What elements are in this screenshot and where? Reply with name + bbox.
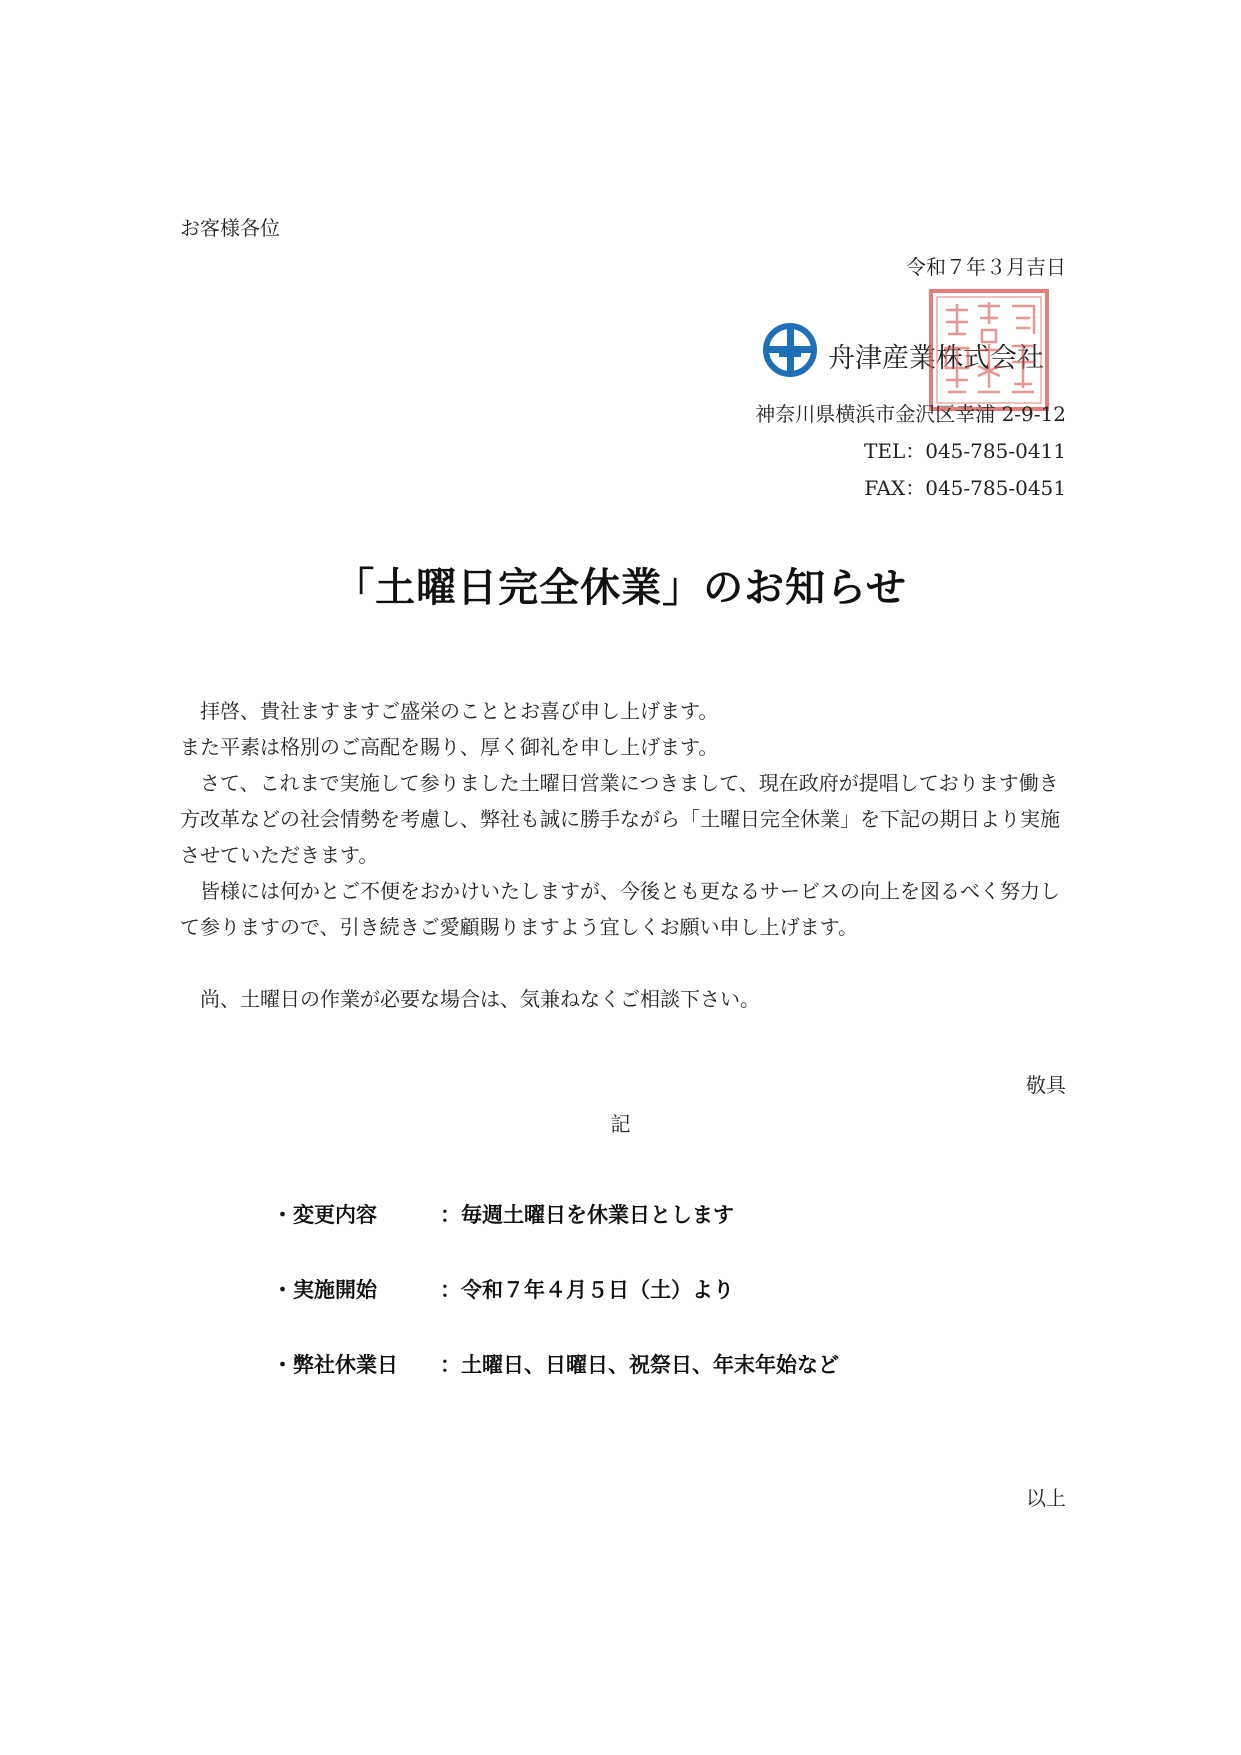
body-greeting-line: 拝啓、貴社ますますご盛栄のこととお喜び申し上げます。 <box>180 699 719 723</box>
sender-tel: TEL：045-785-0411 <box>864 439 1066 463</box>
end-ijou: 以上 <box>1026 1486 1066 1510</box>
letter-body <box>180 693 1070 1017</box>
company-name: 舟津産業株式会社 <box>828 343 1044 374</box>
detail-value: ：毎週土曜日を休業日とします <box>440 1203 734 1227</box>
company-logo-icon <box>762 322 818 378</box>
body-apology-paragraph: 皆様には何かとご不便をおかけいたしますが、今後とも更なるサービスの向上を図るべく努力して参りますので、引き続きご愛顧賜りますよう宜しくお願い申し上げます。 <box>180 879 1060 939</box>
sender-address: 神奈川県横浜市金沢区幸浦 2-9-12 <box>755 402 1066 426</box>
body-thanks-line: また平素は格別のご高配を賜り、厚く御礼を申し上げます。 <box>180 735 719 759</box>
ki-marker: 記 <box>610 1112 631 1136</box>
detail-value: ：土曜日、日曜日、祝祭日、年末年始など <box>440 1353 839 1377</box>
company-seal-stamp-icon <box>928 288 1050 412</box>
sender-fax: FAX：045-785-0451 <box>864 476 1066 500</box>
detail-item-change <box>272 1199 734 1229</box>
body-announcement-paragraph: さて、これまで実施して参りました土曜日営業につきまして、現在政府が提唱しております働き方改革などの社会情勢を考慮し、弊社も誠に勝手ながら「土曜日完全休業」を下記の期日より実施させていただきます。 <box>180 771 1060 867</box>
date: 令和７年３月吉日 <box>906 255 1066 279</box>
detail-label: ・変更内容 <box>272 1203 377 1227</box>
detail-item-start <box>272 1274 734 1304</box>
recipient: お客様各位 <box>180 216 280 240</box>
closing-keigu: 敬具 <box>1026 1073 1066 1097</box>
detail-value: ：令和７年４月５日（土）より <box>440 1278 734 1302</box>
body-note-paragraph: 尚、土曜日の作業が必要な場合は、気兼ねなくご相談下さい。 <box>180 987 760 1011</box>
detail-item-holidays <box>272 1349 839 1379</box>
detail-label: ・実施開始 <box>272 1278 377 1302</box>
document-title: 「土曜日完全休業」のお知らせ <box>334 565 907 611</box>
detail-label: ・弊社休業日 <box>272 1353 398 1377</box>
